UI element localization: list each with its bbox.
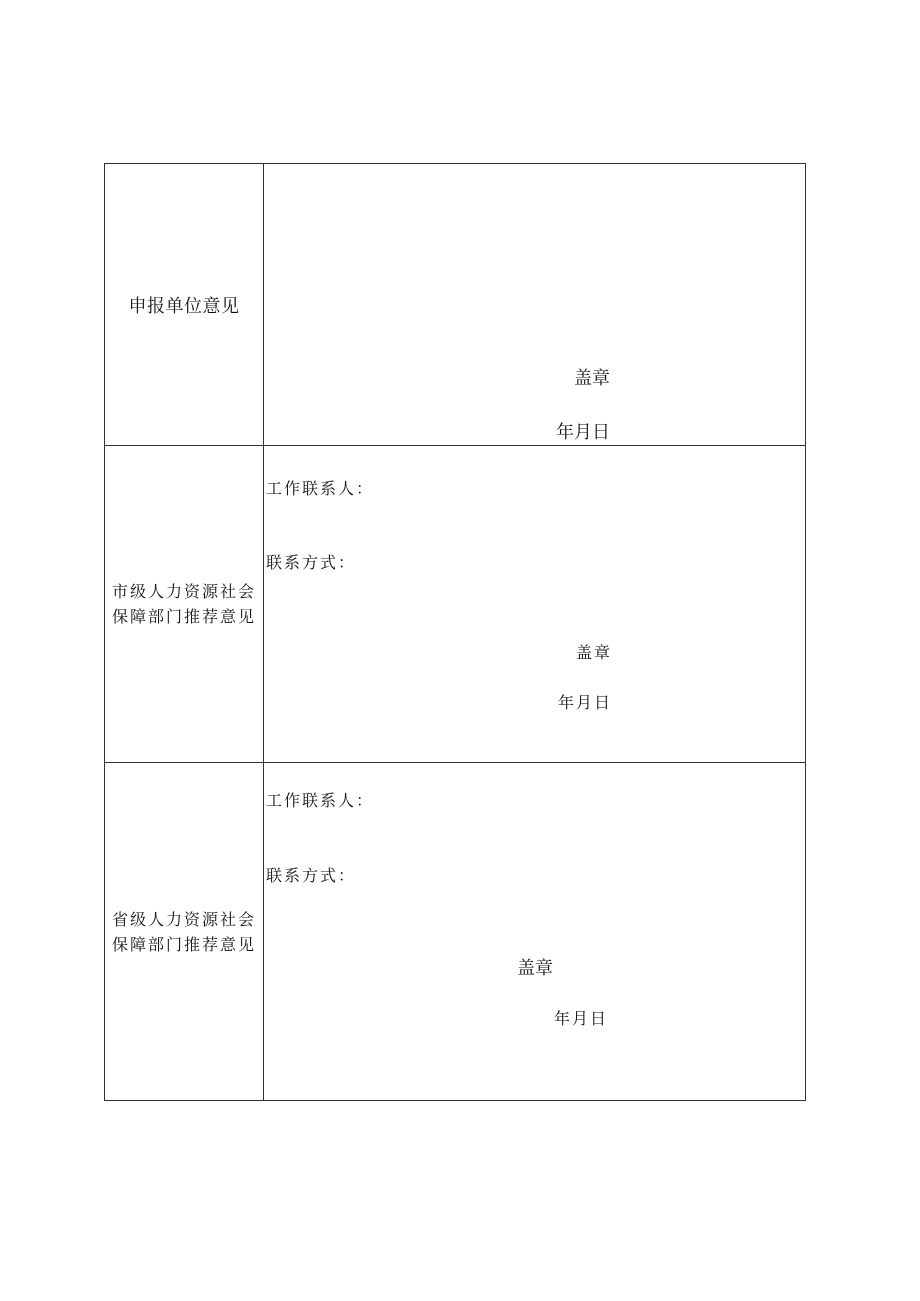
province-hr-label-line2: 保障部门推荐意见	[111, 934, 256, 954]
contact-person-label: 工作联系人：	[266, 791, 375, 810]
city-hr-label-cell	[105, 446, 264, 762]
province-hr-opinion-row	[105, 762, 805, 1100]
date-label: 年月日	[558, 693, 613, 712]
applicant-unit-opinion-cell[interactable]	[264, 164, 805, 445]
date-label: 年月日	[554, 1009, 609, 1028]
opinion-form-table	[104, 163, 806, 1101]
stamp-label: 盖章	[574, 368, 610, 389]
applicant-unit-opinion-row	[105, 164, 805, 445]
city-hr-label-line2: 保障部门推荐意见	[111, 607, 256, 626]
contact-method-label: 联系方式：	[266, 553, 357, 572]
contact-method-label: 联系方式：	[266, 866, 357, 885]
province-hr-label-cell	[105, 763, 264, 1100]
stamp-label: 盖章	[576, 643, 613, 662]
city-hr-opinion-cell[interactable]	[264, 446, 805, 762]
province-hr-opinion-cell[interactable]	[264, 763, 805, 1100]
date-label: 年月日	[556, 422, 610, 443]
city-hr-label	[109, 579, 259, 629]
province-hr-label	[109, 907, 259, 957]
contact-person-label: 工作联系人：	[266, 479, 375, 498]
stamp-label: 盖章	[517, 958, 553, 979]
city-hr-label-line1: 市级人力资源社会	[111, 582, 256, 601]
city-hr-opinion-row	[105, 445, 805, 762]
province-hr-label-line1: 省级人力资源社会	[111, 909, 256, 929]
applicant-unit-label: 申报单位意见	[128, 295, 240, 317]
applicant-unit-label-cell	[105, 164, 264, 445]
